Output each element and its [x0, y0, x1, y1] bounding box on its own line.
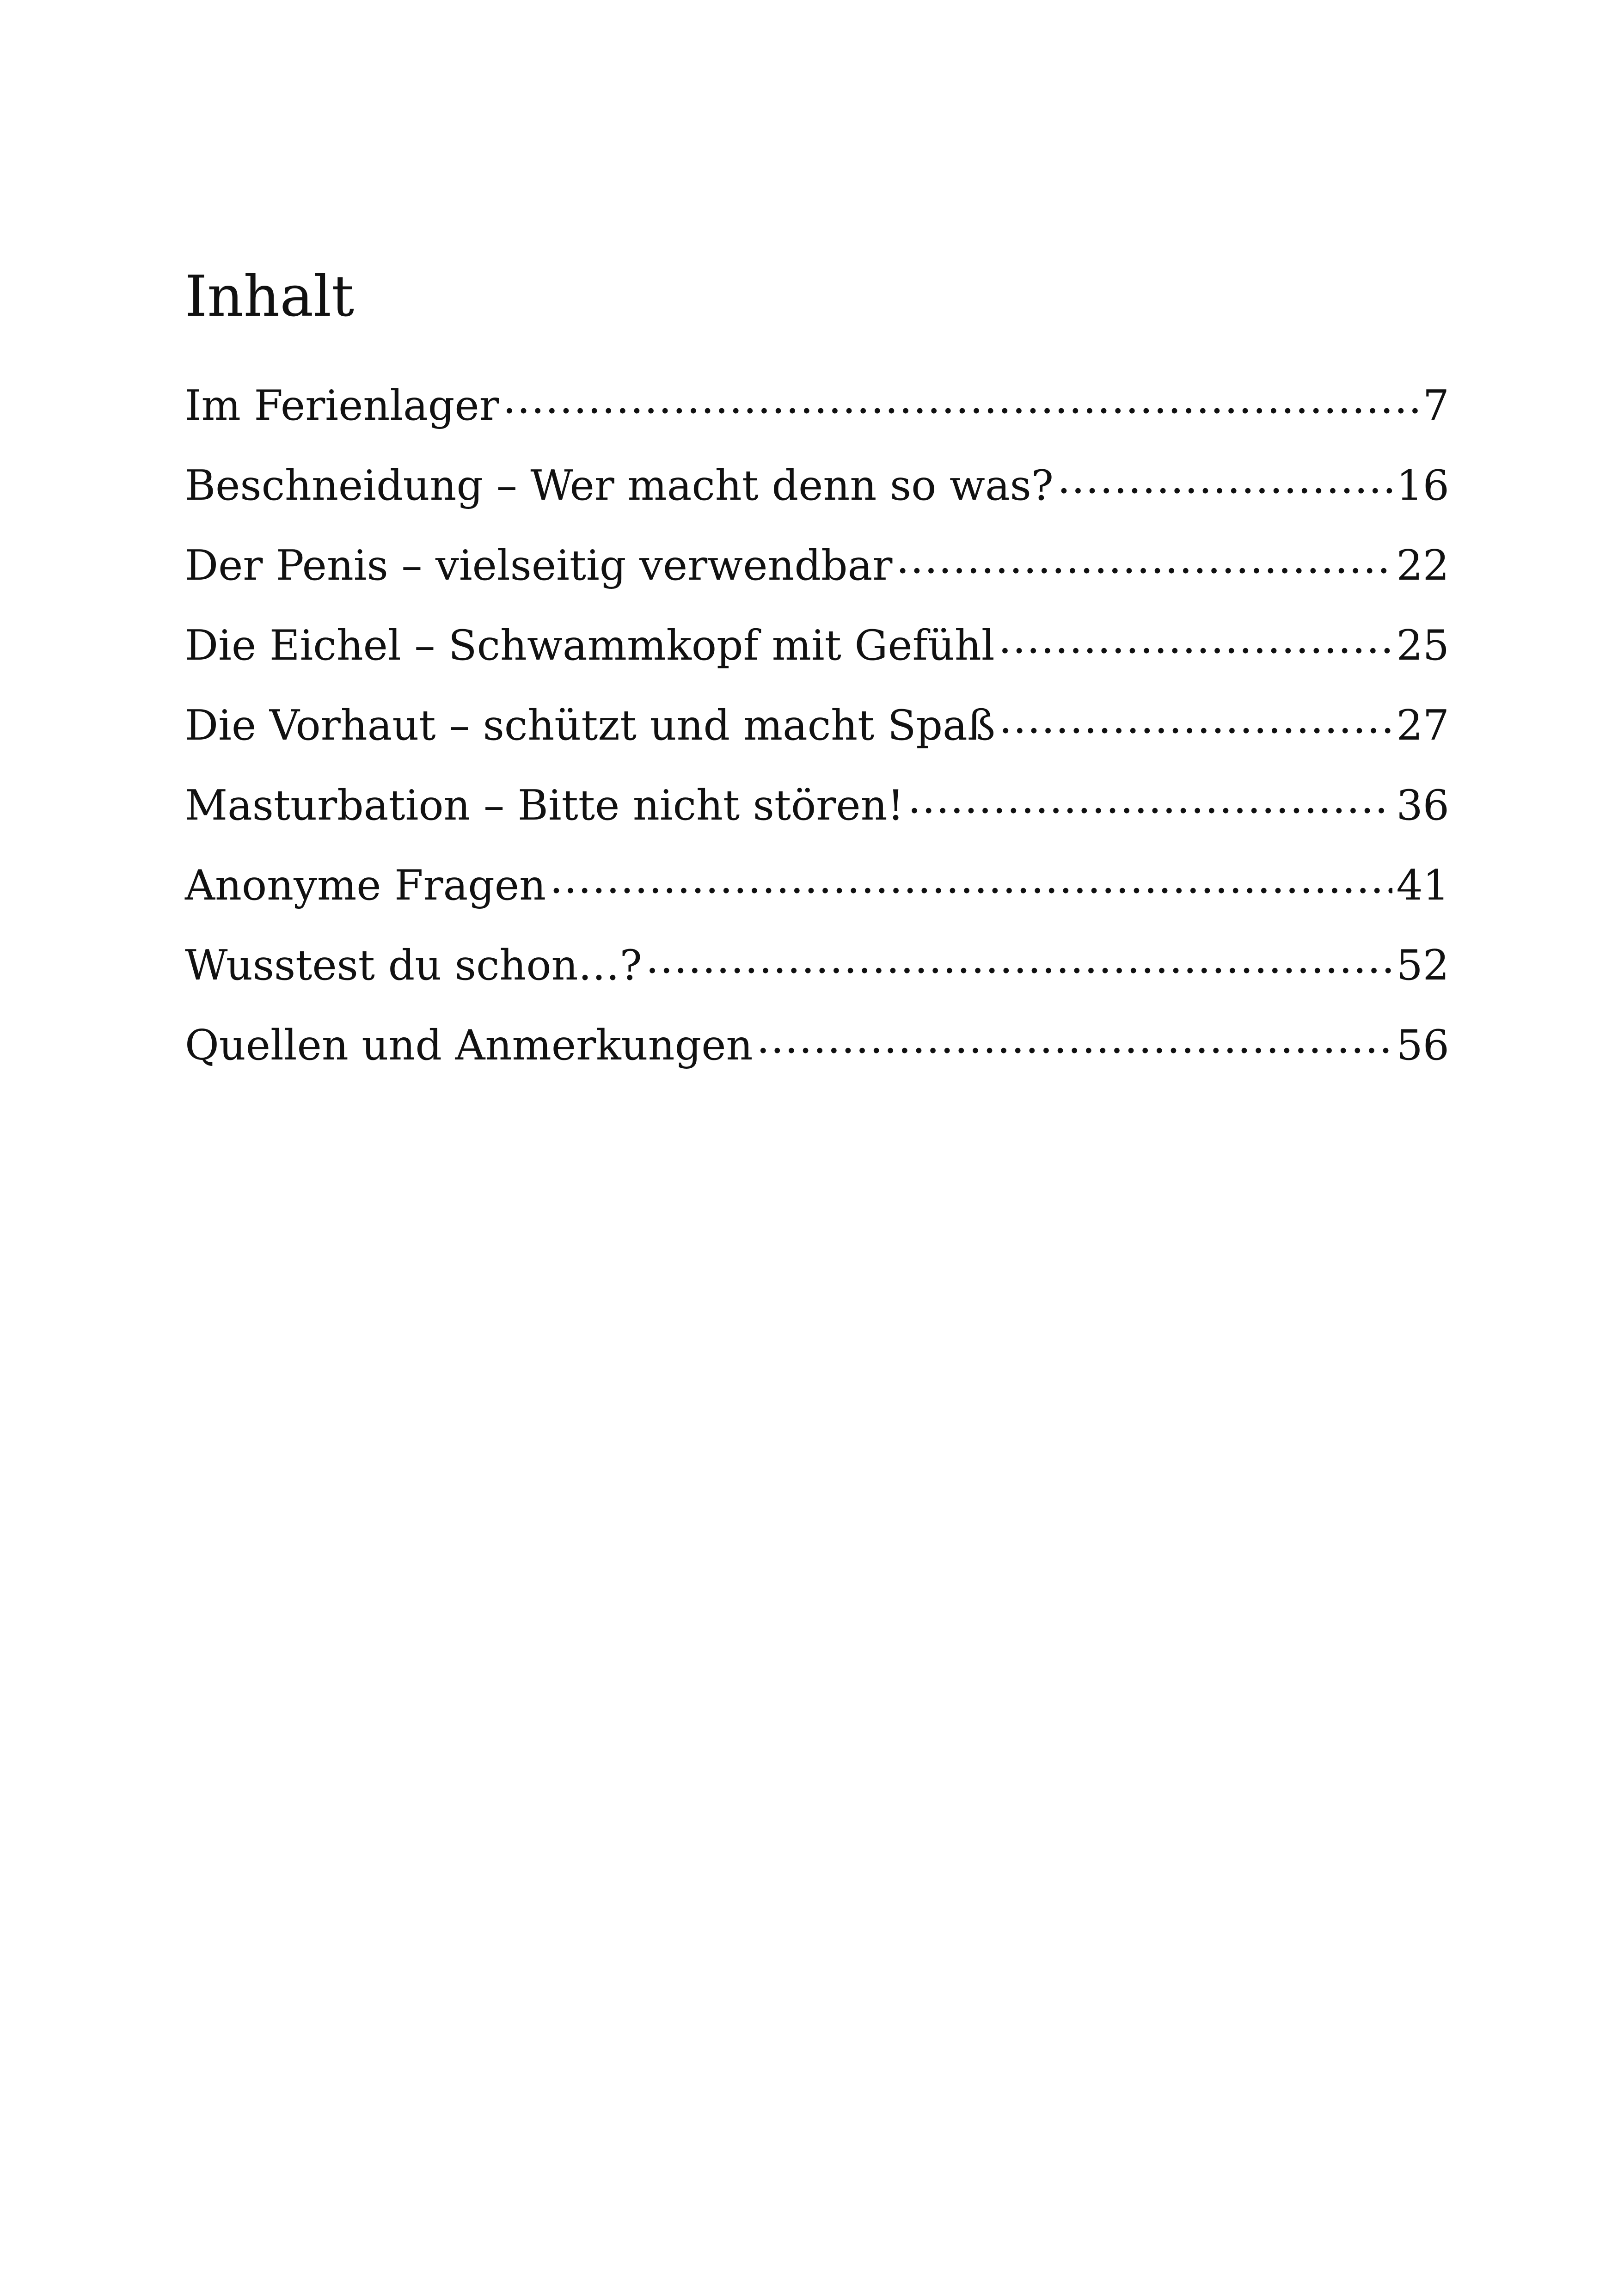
- toc-entry-page: 52: [1396, 941, 1449, 990]
- toc-entry-masturbation[interactable]: [185, 778, 1449, 858]
- dot-leader: [999, 698, 1393, 740]
- toc-entry-page: 56: [1396, 1021, 1449, 1070]
- dot-leader: [756, 1018, 1392, 1059]
- dot-leader: [908, 778, 1393, 820]
- dot-leader: [503, 378, 1419, 420]
- dot-leader: [896, 538, 1392, 580]
- dot-leader: [646, 938, 1393, 980]
- toc-entry-der-penis[interactable]: [185, 538, 1449, 618]
- table-of-contents: [185, 378, 1449, 1098]
- toc-entry-label: Die Eichel – Schwammkopf mit Gefühl: [185, 621, 995, 670]
- toc-entry-label: Masturbation – Bitte nicht stören!: [185, 781, 904, 830]
- toc-entry-wusstest-du-schon[interactable]: [185, 938, 1449, 1018]
- toc-entry-label: Die Vorhaut – schützt und macht Spaß: [185, 701, 995, 750]
- toc-entry-label: Im Ferienlager: [185, 381, 499, 430]
- toc-title: Inhalt: [185, 263, 355, 329]
- toc-entry-page: 22: [1396, 541, 1449, 590]
- toc-entry-die-vorhaut[interactable]: [185, 698, 1449, 778]
- toc-entry-im-ferienlager[interactable]: [185, 378, 1449, 458]
- toc-entry-label: Der Penis – vielseitig verwendbar: [185, 541, 893, 590]
- dot-leader: [999, 618, 1393, 660]
- toc-entry-label: Quellen und Anmerkungen: [185, 1021, 753, 1070]
- toc-entry-label: Anonyme Fragen: [185, 861, 546, 910]
- toc-entry-label: Beschneidung – Wer macht denn so was?: [185, 461, 1054, 510]
- toc-entry-page: 16: [1396, 461, 1449, 510]
- toc-entry-page: 41: [1396, 861, 1449, 910]
- toc-entry-page: 25: [1396, 621, 1449, 670]
- document-page: [185, 263, 1449, 1098]
- dot-leader: [1057, 458, 1392, 500]
- toc-entry-beschneidung[interactable]: [185, 458, 1449, 538]
- toc-entry-page: 7: [1422, 381, 1449, 430]
- toc-entry-quellen[interactable]: [185, 1018, 1449, 1098]
- toc-entry-die-eichel[interactable]: [185, 618, 1449, 698]
- toc-entry-page: 36: [1396, 781, 1449, 830]
- toc-entry-anonyme-fragen[interactable]: [185, 858, 1449, 938]
- toc-entry-label: Wusstest du schon…?: [185, 941, 642, 990]
- dot-leader: [550, 858, 1392, 900]
- toc-entry-page: 27: [1396, 701, 1449, 750]
